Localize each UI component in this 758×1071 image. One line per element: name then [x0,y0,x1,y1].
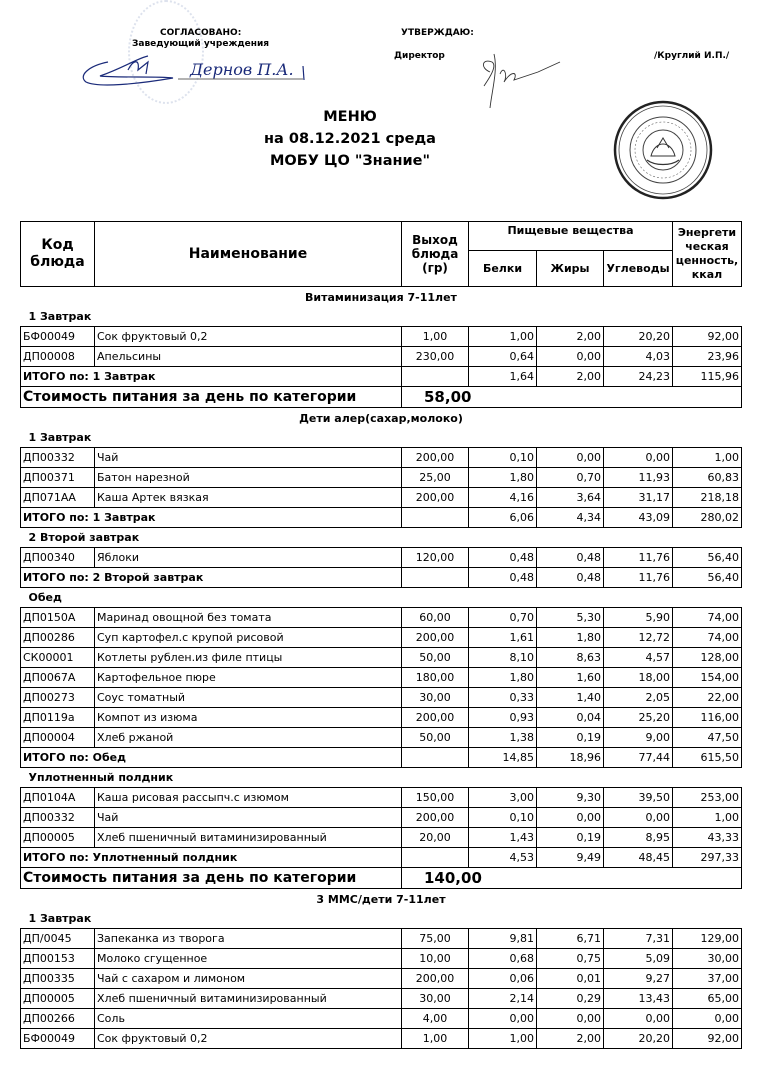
dish-name: Апельсины [95,347,402,367]
dish-output: 200,00 [402,628,469,648]
dish-output: 200,00 [402,969,469,989]
dish-output: 200,00 [402,808,469,828]
meal-total-energy: 297,33 [673,848,742,868]
dish-code: ДП00004 [21,728,95,748]
dish-name: Котлеты рублен.из филе птицы [95,648,402,668]
dish-name: Суп картофел.с крупой рисовой [95,628,402,648]
dish-protein: 0,10 [469,808,537,828]
meal-total-energy: 56,40 [673,568,742,588]
daily-cost-row [21,868,742,889]
dish-protein: 0,70 [469,608,537,628]
meal-title: Обед [28,591,62,604]
dish-fat: 0,48 [537,548,604,568]
daily-cost-label: Стоимость питания за день по категории [21,387,402,408]
meal-total-label: ИТОГО по: Уплотненный полдник [21,848,402,868]
meal-header-row [21,588,742,608]
dish-row [21,949,742,969]
dish-fat: 0,00 [537,1009,604,1029]
dish-output: 150,00 [402,788,469,808]
meal-header-row [21,307,742,327]
dish-output: 25,00 [402,468,469,488]
dish-fat: 0,00 [537,347,604,367]
dish-protein: 2,14 [469,989,537,1009]
dish-fat: 0,04 [537,708,604,728]
col-protein-header: Белки [469,251,537,287]
dish-fat: 9,30 [537,788,604,808]
meal-total-carbs: 77,44 [604,748,673,768]
meal-total-output-empty [402,367,469,387]
meal-total-protein: 1,64 [469,367,537,387]
dish-energy: 1,00 [673,808,742,828]
dish-protein: 1,38 [469,728,537,748]
dish-code: ДП00005 [21,989,95,1009]
dish-fat: 1,80 [537,628,604,648]
meal-total-output-empty [402,508,469,528]
dish-energy: 37,00 [673,969,742,989]
dish-code: ДП00371 [21,468,95,488]
dish-carbs: 11,93 [604,468,673,488]
dish-output: 10,00 [402,949,469,969]
dish-code: ДП00266 [21,1009,95,1029]
col-fat-header: Жиры [537,251,604,287]
section-header-row [21,287,742,308]
section-title: Витаминизация 7-11лет [305,290,457,304]
dish-carbs: 0,00 [604,808,673,828]
dish-row [21,468,742,488]
meal-total-carbs: 43,09 [604,508,673,528]
dish-code: ДП00008 [21,347,95,367]
dish-energy: 116,00 [673,708,742,728]
col-carbs-header: Углеводы [604,251,673,287]
dish-name: Запеканка из творога [95,929,402,949]
dish-name: Маринад овощной без томата [95,608,402,628]
dish-protein: 1,00 [469,1029,537,1049]
dish-code: ДП0150А [21,608,95,628]
dish-carbs: 13,43 [604,989,673,1009]
meal-title: 2 Второй завтрак [28,531,140,544]
meal-total-protein: 4,53 [469,848,537,868]
meal-total-protein: 6,06 [469,508,537,528]
col-code-header: Код блюда [21,222,95,287]
section-header-row [21,408,742,429]
signature-agreed-text: Дернов П.А. [190,60,294,79]
daily-cost-value: 58,00 [402,387,742,408]
dish-energy: 74,00 [673,628,742,648]
dish-fat: 1,40 [537,688,604,708]
meal-total-label: ИТОГО по: 1 Завтрак [21,367,402,387]
dish-output: 50,00 [402,728,469,748]
dish-output: 120,00 [402,548,469,568]
dish-name: Чай с сахаром и лимоном [95,969,402,989]
dish-carbs: 20,20 [604,327,673,347]
section-title: 3 ММС/дети 7-11лет [316,892,446,906]
meal-header-row [21,909,742,929]
dish-carbs: 11,76 [604,548,673,568]
dish-energy: 92,00 [673,1029,742,1049]
dish-protein: 1,80 [469,468,537,488]
meal-total-row [21,568,742,588]
dish-row [21,488,742,508]
dish-row [21,728,742,748]
dish-code: ДП0067А [21,668,95,688]
meal-total-carbs: 48,45 [604,848,673,868]
meal-total-protein: 14,85 [469,748,537,768]
menu-table-wrapper [20,221,741,1049]
meal-total-fat: 9,49 [537,848,604,868]
dish-row [21,548,742,568]
section-header-row [21,889,742,910]
dish-fat: 0,01 [537,969,604,989]
meal-header-row [21,428,742,448]
dish-energy: 30,00 [673,949,742,969]
official-seal-icon [611,100,715,200]
dish-output: 75,00 [402,929,469,949]
dish-row [21,1009,742,1029]
dish-fat: 0,00 [537,808,604,828]
dish-carbs: 5,90 [604,608,673,628]
dish-row [21,788,742,808]
dish-protein: 0,48 [469,548,537,568]
dish-row [21,708,742,728]
dish-fat: 6,71 [537,929,604,949]
meal-total-fat: 4,34 [537,508,604,528]
dish-output: 50,00 [402,648,469,668]
dish-output: 1,00 [402,327,469,347]
meal-total-energy: 280,02 [673,508,742,528]
dish-row [21,327,742,347]
dish-carbs: 31,17 [604,488,673,508]
col-energy-header: Энергети ческая ценность, ккал [673,222,742,287]
dish-name: Компот из изюма [95,708,402,728]
dish-carbs: 7,31 [604,929,673,949]
meal-total-label: ИТОГО по: 1 Завтрак [21,508,402,528]
dish-name: Чай [95,448,402,468]
col-name-header: Наименование [95,222,402,287]
dish-name: Молоко сгущенное [95,949,402,969]
dish-code: ДП071АА [21,488,95,508]
meal-total-output-empty [402,568,469,588]
dish-energy: 65,00 [673,989,742,1009]
meal-title: 1 Завтрак [28,431,92,444]
dish-name: Соль [95,1009,402,1029]
agreed-position: Заведующий учреждения [132,39,270,49]
meal-header-row [21,768,742,788]
dish-output: 200,00 [402,448,469,468]
dish-code: ДП00005 [21,828,95,848]
dish-row [21,648,742,668]
dish-output: 200,00 [402,708,469,728]
dish-output: 60,00 [402,608,469,628]
dish-name: Яблоки [95,548,402,568]
menu-title: МЕНЮ [323,109,377,125]
dish-energy: 129,00 [673,929,742,949]
meal-total-energy: 115,96 [673,367,742,387]
meal-total-protein: 0,48 [469,568,537,588]
dish-fat: 1,60 [537,668,604,688]
dish-code: БФ00049 [21,327,95,347]
dish-name: Каша рисовая рассыпч.с изюмом [95,788,402,808]
dish-code: ДП00153 [21,949,95,969]
dish-code: ДП00335 [21,969,95,989]
dish-carbs: 18,00 [604,668,673,688]
dish-protein: 1,43 [469,828,537,848]
dish-energy: 74,00 [673,608,742,628]
dish-name: Батон нарезной [95,468,402,488]
signature-agreed [78,48,318,88]
dish-energy: 154,00 [673,668,742,688]
dish-energy: 23,96 [673,347,742,367]
dish-protein: 1,61 [469,628,537,648]
meal-title: Уплотненный полдник [28,771,174,784]
dish-protein: 0,33 [469,688,537,708]
dish-code: ДП00332 [21,808,95,828]
dish-protein: 4,16 [469,488,537,508]
dish-code: ДП00286 [21,628,95,648]
dish-row [21,347,742,367]
dish-fat: 0,29 [537,989,604,1009]
dish-protein: 9,81 [469,929,537,949]
dish-fat: 2,00 [537,1029,604,1049]
dish-protein: 0,06 [469,969,537,989]
dish-carbs: 0,00 [604,1009,673,1029]
meal-total-carbs: 24,23 [604,367,673,387]
dish-output: 4,00 [402,1009,469,1029]
section-title: Дети алер(сахар,молоко) [299,411,463,425]
dish-row [21,989,742,1009]
meal-total-fat: 18,96 [537,748,604,768]
meal-title: 1 Завтрак [28,912,92,925]
dish-code: ДП00332 [21,448,95,468]
dish-fat: 0,19 [537,828,604,848]
meal-total-output-empty [402,848,469,868]
dish-energy: 60,83 [673,468,742,488]
meal-total-energy: 615,50 [673,748,742,768]
dish-fat: 0,70 [537,468,604,488]
dish-carbs: 4,03 [604,347,673,367]
dish-row [21,628,742,648]
dish-name: Чай [95,808,402,828]
meal-total-carbs: 11,76 [604,568,673,588]
dish-name: Сок фруктовый 0,2 [95,327,402,347]
daily-cost-value: 140,00 [402,868,742,889]
dish-row [21,1029,742,1049]
dish-name: Хлеб ржаной [95,728,402,748]
dish-fat: 2,00 [537,327,604,347]
dish-carbs: 9,00 [604,728,673,748]
dish-code: БФ00049 [21,1029,95,1049]
dish-output: 20,00 [402,828,469,848]
dish-code: СК00001 [21,648,95,668]
dish-name: Соус томатный [95,688,402,708]
dish-fat: 0,00 [537,448,604,468]
dish-carbs: 20,20 [604,1029,673,1049]
dish-carbs: 4,57 [604,648,673,668]
dish-output: 1,00 [402,1029,469,1049]
organization-name: МОБУ ЦО "Знание" [269,153,431,169]
dish-energy: 218,18 [673,488,742,508]
meal-title: 1 Завтрак [28,310,92,323]
dish-fat: 8,63 [537,648,604,668]
dish-energy: 92,00 [673,327,742,347]
dish-protein: 0,68 [469,949,537,969]
signature-director [478,50,568,110]
dish-energy: 253,00 [673,788,742,808]
dish-carbs: 0,00 [604,448,673,468]
dish-code: ДП00273 [21,688,95,708]
dish-protein: 0,00 [469,1009,537,1029]
dish-energy: 0,00 [673,1009,742,1029]
dish-name: Хлеб пшеничный витаминизированный [95,989,402,1009]
dish-name: Картофельное пюре [95,668,402,688]
dish-energy: 128,00 [673,648,742,668]
daily-cost-label: Стоимость питания за день по категории [21,868,402,889]
menu-table-body [21,287,742,1049]
dish-fat: 0,75 [537,949,604,969]
dish-energy: 43,33 [673,828,742,848]
dish-row [21,929,742,949]
col-nutrients-header: Пищевые вещества [469,222,673,251]
dish-fat: 0,19 [537,728,604,748]
dish-code: ДП0104А [21,788,95,808]
dish-carbs: 39,50 [604,788,673,808]
meal-total-label: ИТОГО по: 2 Второй завтрак [21,568,402,588]
meal-total-row [21,367,742,387]
dish-protein: 0,10 [469,448,537,468]
dish-row [21,448,742,468]
dish-carbs: 9,27 [604,969,673,989]
dish-output: 30,00 [402,989,469,1009]
dish-protein: 0,64 [469,347,537,367]
meal-total-label: ИТОГО по: Обед [21,748,402,768]
meal-total-row [21,508,742,528]
meal-header-row [21,528,742,548]
agreed-label: СОГЛАСОВАНО: [160,28,242,38]
dish-output: 30,00 [402,688,469,708]
dish-energy: 47,50 [673,728,742,748]
dish-protein: 1,80 [469,668,537,688]
approved-name: /Круглий И.П./ [654,51,730,61]
dish-output: 230,00 [402,347,469,367]
meal-total-fat: 2,00 [537,367,604,387]
meal-total-row [21,748,742,768]
meal-total-fat: 0,48 [537,568,604,588]
dish-protein: 3,00 [469,788,537,808]
dish-carbs: 2,05 [604,688,673,708]
dish-row [21,608,742,628]
approved-label: УТВЕРЖДАЮ: [401,28,474,38]
dish-fat: 5,30 [537,608,604,628]
col-output-header: Выход блюда (гр) [402,222,469,287]
dish-carbs: 12,72 [604,628,673,648]
dish-name: Хлеб пшеничный витаминизированный [95,828,402,848]
dish-protein: 1,00 [469,327,537,347]
dish-output: 200,00 [402,488,469,508]
dish-energy: 1,00 [673,448,742,468]
dish-name: Каша Артек вязкая [95,488,402,508]
dish-carbs: 8,95 [604,828,673,848]
dish-row [21,668,742,688]
meal-total-output-empty [402,748,469,768]
dish-energy: 22,00 [673,688,742,708]
dish-carbs: 5,09 [604,949,673,969]
dish-energy: 56,40 [673,548,742,568]
dish-code: ДП0119а [21,708,95,728]
menu-date: на 08.12.2021 среда [264,131,436,147]
approved-position: Директор [394,51,445,61]
dish-protein: 0,93 [469,708,537,728]
menu-table [20,221,742,1049]
dish-row [21,828,742,848]
daily-cost-row [21,387,742,408]
dish-carbs: 25,20 [604,708,673,728]
dish-name: Сок фруктовый 0,2 [95,1029,402,1049]
dish-code: ДП/0045 [21,929,95,949]
dish-row [21,688,742,708]
dish-code: ДП00340 [21,548,95,568]
dish-fat: 3,64 [537,488,604,508]
dish-output: 180,00 [402,668,469,688]
dish-row [21,969,742,989]
dish-row [21,808,742,828]
meal-total-row [21,848,742,868]
dish-protein: 8,10 [469,648,537,668]
